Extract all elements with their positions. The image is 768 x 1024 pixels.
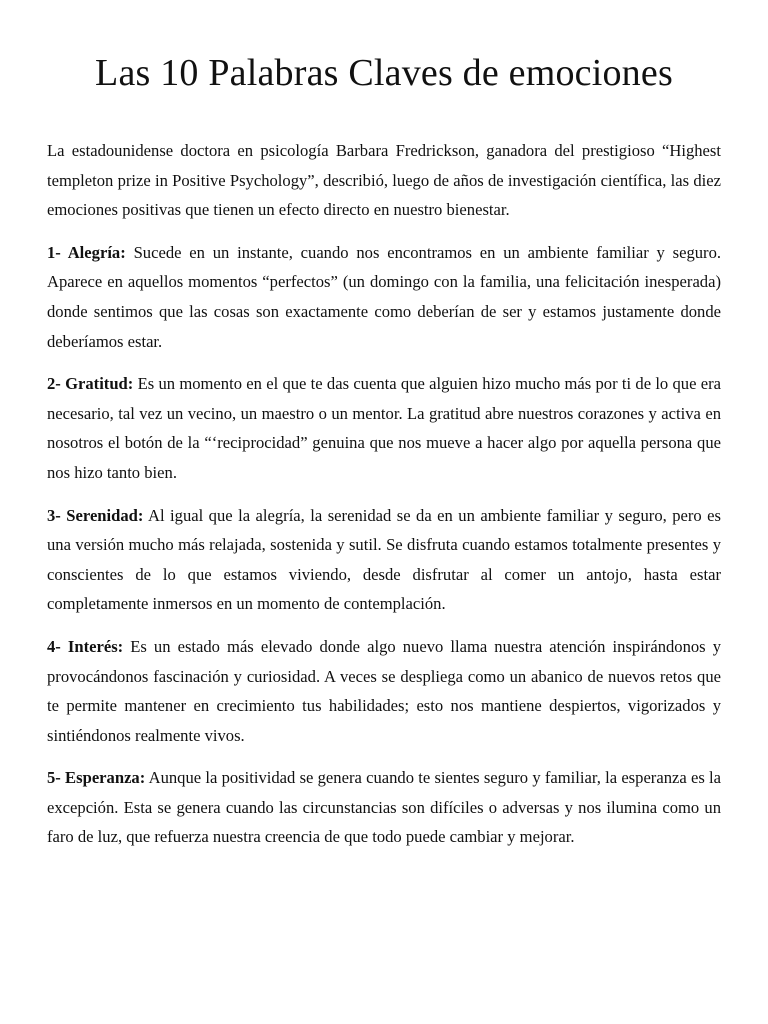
emotion-heading: 1- Alegría: — [47, 242, 126, 262]
emotion-heading: 3- Serenidad: — [47, 505, 144, 525]
emotion-heading: 5- Esperanza: — [47, 768, 146, 788]
emotion-item-serenidad — [47, 501, 721, 619]
emotion-text: Es un estado más elevado donde algo nuevo llama nuestra atención inspirándonos y provocándonos fascinación y curiosidad. A veces se despliega como un abanico de nuevos retos que te permite mantener en crecimiento tus habilidades; esto nos mantiene despiertos, vigorizados y sintiéndonos realmente vivos. — [47, 636, 722, 745]
emotion-text: Es un momento en el que te das cuenta que alguien hizo mucho más por ti de lo que era necesario, tal vez un vecino, un maestro o un mentor. La gratitud abre nuestros corazones y activa en nosotros el botón de la “‘reciprocidad” genuina que nos mueve a hacer algo por aquella persona que nos hizo tanto bien. — [47, 374, 721, 482]
emotion-text: Aunque la positividad se genera cuando te sientes seguro y familiar, la esperanza es la excepción. Esta se genera cuando las circunstancias son difíciles o adversas y nos ilumina como un faro de luz, que refuerza nuestra creencia de que todo puede cambiar y mejorar. — [47, 768, 721, 847]
document-title: Las 10 Palabras Claves de emociones — [95, 52, 673, 94]
emotion-item-gratitud — [47, 369, 721, 487]
emotion-text: Al igual que la alegría, la serenidad se da en un ambiente familiar y seguro, pero es una versión mucho más relajada, sostenida y sutil. Se disfruta cuando estamos totalmente presentes y conscientes de lo que estamos viviendo, desde disfrutar al comer un antojo, hasta estar completamente inmersos en un momento de contemplación. — [47, 505, 721, 614]
emotion-item-interes — [47, 632, 721, 750]
emotion-text: Sucede en un instante, cuando nos encontramos en un ambiente familiar y seguro. Aparece en aquellos momentos “perfectos” (un domingo con la familia, una felicitación inesperada) donde sentimos que las cosas son exactamente como deberían de ser y estamos justamente donde deberíamos estar. — [47, 242, 722, 351]
emotion-item-alegria — [47, 238, 721, 356]
emotion-heading: 2- Gratitud: — [47, 374, 134, 394]
intro-paragraph: La estadounidense doctora en psicología Barbara Fredrickson, ganadora del prestigioso “Highest templeton prize in Positive Psychology”, describió, luego de años de investigación científica, las diez emociones positivas que tienen un efecto directo en nuestro bienestar. — [47, 141, 721, 220]
emotion-heading: 4- Interés: — [47, 636, 124, 656]
emotion-item-esperanza — [47, 763, 721, 852]
